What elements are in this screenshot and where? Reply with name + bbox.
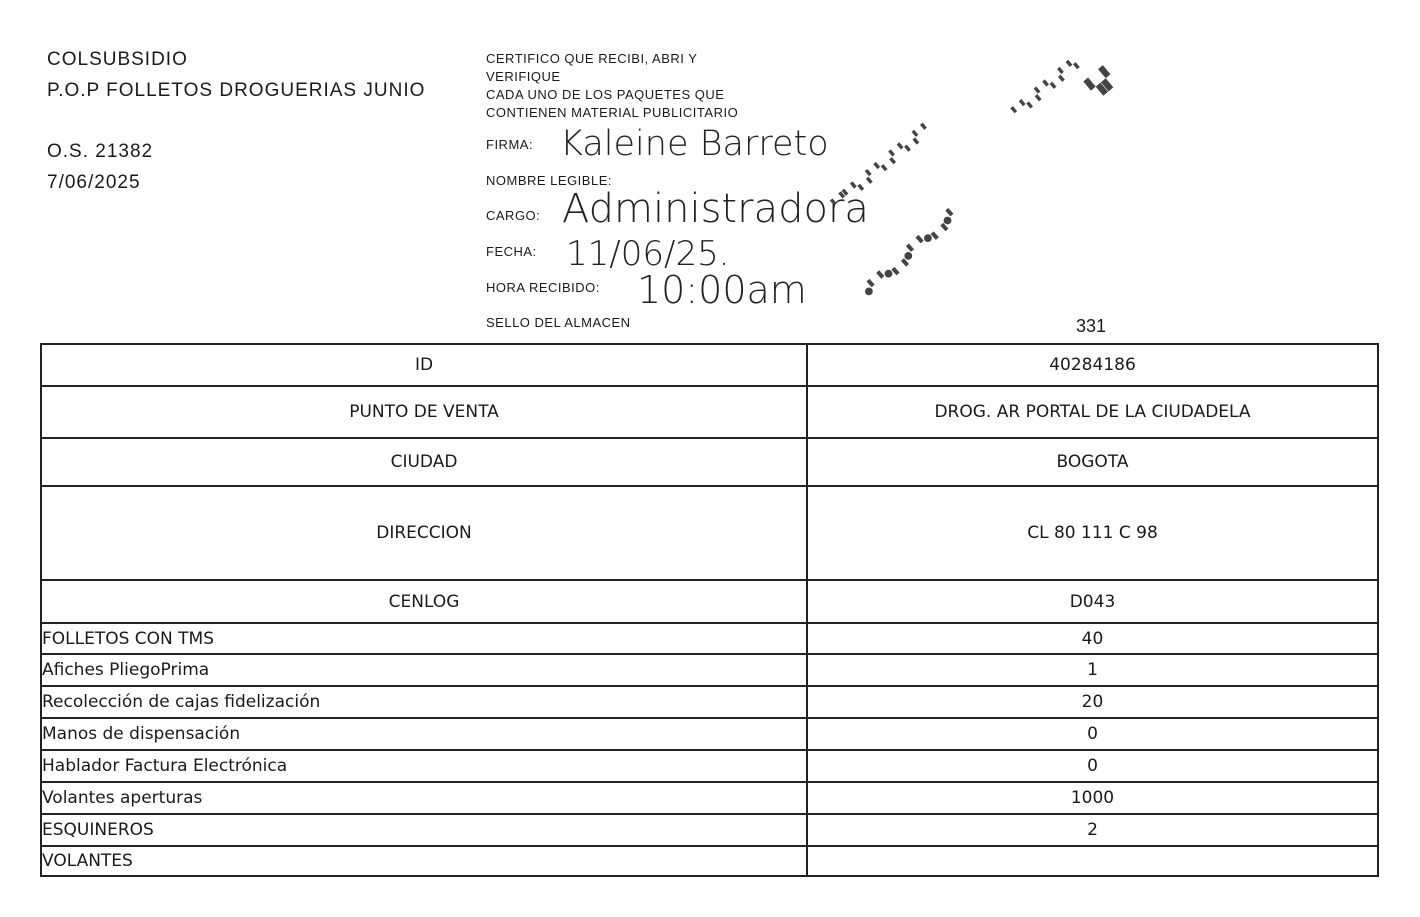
info-value: 40284186 (807, 344, 1378, 386)
certificate-text (486, 50, 738, 122)
info-value: BOGOTA (807, 438, 1378, 486)
item-quantity: 40 (807, 623, 1378, 654)
order-number: O.S. 21382 (47, 141, 154, 162)
cert-line: CADA UNO DE LOS PAQUETES QUE (486, 87, 725, 102)
project-title: P.O.P FOLLETOS DROGUERIAS JUNIO (47, 80, 426, 101)
cert-line: VERIFIQUE (486, 69, 561, 84)
cert-line: CONTIENEN MATERIAL PUBLICITARIO (486, 105, 739, 120)
item-row (41, 846, 1378, 876)
order-header (47, 44, 425, 198)
info-row (41, 486, 1378, 580)
info-value: D043 (807, 580, 1378, 623)
nombre-label: NOMBRE LEGIBLE: (486, 173, 612, 188)
store-stamp-mark: ▘▝▖▗▘▝▖▗▘▝▖ (1010, 54, 1084, 119)
org-name: COLSUBSIDIO (47, 49, 188, 70)
fecha-handwritten: 11/06/25. (566, 234, 730, 274)
item-label: Afiches PliegoPrima (41, 654, 807, 686)
cargo-handwritten: Administradora (562, 186, 869, 232)
document-number: 331 (1076, 316, 1107, 336)
item-label: Recolección de cajas fidelización (41, 686, 807, 718)
item-row (41, 814, 1378, 846)
info-row (41, 386, 1378, 438)
item-row (41, 623, 1378, 654)
item-label: Volantes aperturas (41, 782, 807, 814)
info-row (41, 438, 1378, 486)
item-label: VOLANTES (41, 846, 807, 876)
hora-label: HORA RECIBIDO: (486, 280, 600, 295)
item-row (41, 686, 1378, 718)
info-label: CENLOG (41, 580, 807, 623)
item-quantity: 0 (807, 718, 1378, 750)
sello-label: SELLO DEL ALMACEN (486, 315, 631, 330)
info-row (41, 344, 1378, 386)
cargo-label: CARGO: (486, 208, 541, 223)
item-quantity: 1 (807, 654, 1378, 686)
info-row (41, 580, 1378, 623)
firma-handwritten: Kaleine Barreto (560, 124, 829, 164)
item-quantity: 1000 (807, 782, 1378, 814)
info-label: CIUDAD (41, 438, 807, 486)
info-value: DROG. AR PORTAL DE LA CIUDADELA (807, 386, 1378, 438)
item-quantity: 20 (807, 686, 1378, 718)
item-quantity (807, 846, 1378, 876)
item-row (41, 718, 1378, 750)
info-label: PUNTO DE VENTA (41, 386, 807, 438)
info-label: ID (41, 344, 807, 386)
item-row (41, 750, 1378, 782)
item-quantity: 2 (807, 814, 1378, 846)
hora-handwritten: 10:00am (637, 268, 807, 312)
fecha-label: FECHA: (486, 244, 537, 259)
item-row (41, 654, 1378, 686)
item-label: Manos de dispensación (41, 718, 807, 750)
item-label: Hablador Factura Electrónica (41, 750, 807, 782)
item-quantity: 0 (807, 750, 1378, 782)
item-label: FOLLETOS CON TMS (41, 623, 807, 654)
cert-line: CERTIFICO QUE RECIBI, ABRI Y (486, 51, 698, 66)
info-label: DIRECCION (41, 486, 807, 580)
store-stamp-mark: ▘▝▘▝▖▗▘▝▖▗▘▝▖▗▘▝ (830, 122, 932, 211)
store-stamp-mark: ●▘▝●▖▗●▘▝●▖▗●▘ (860, 205, 963, 300)
order-date: 7/06/2025 (47, 172, 141, 193)
firma-label: FIRMA: (486, 137, 534, 152)
item-row (41, 782, 1378, 814)
delivery-table (40, 343, 1379, 877)
info-value: CL 80 111 C 98 (807, 486, 1378, 580)
store-stamp-mark: ▚▞ (1083, 64, 1119, 100)
item-label: ESQUINEROS (41, 814, 807, 846)
